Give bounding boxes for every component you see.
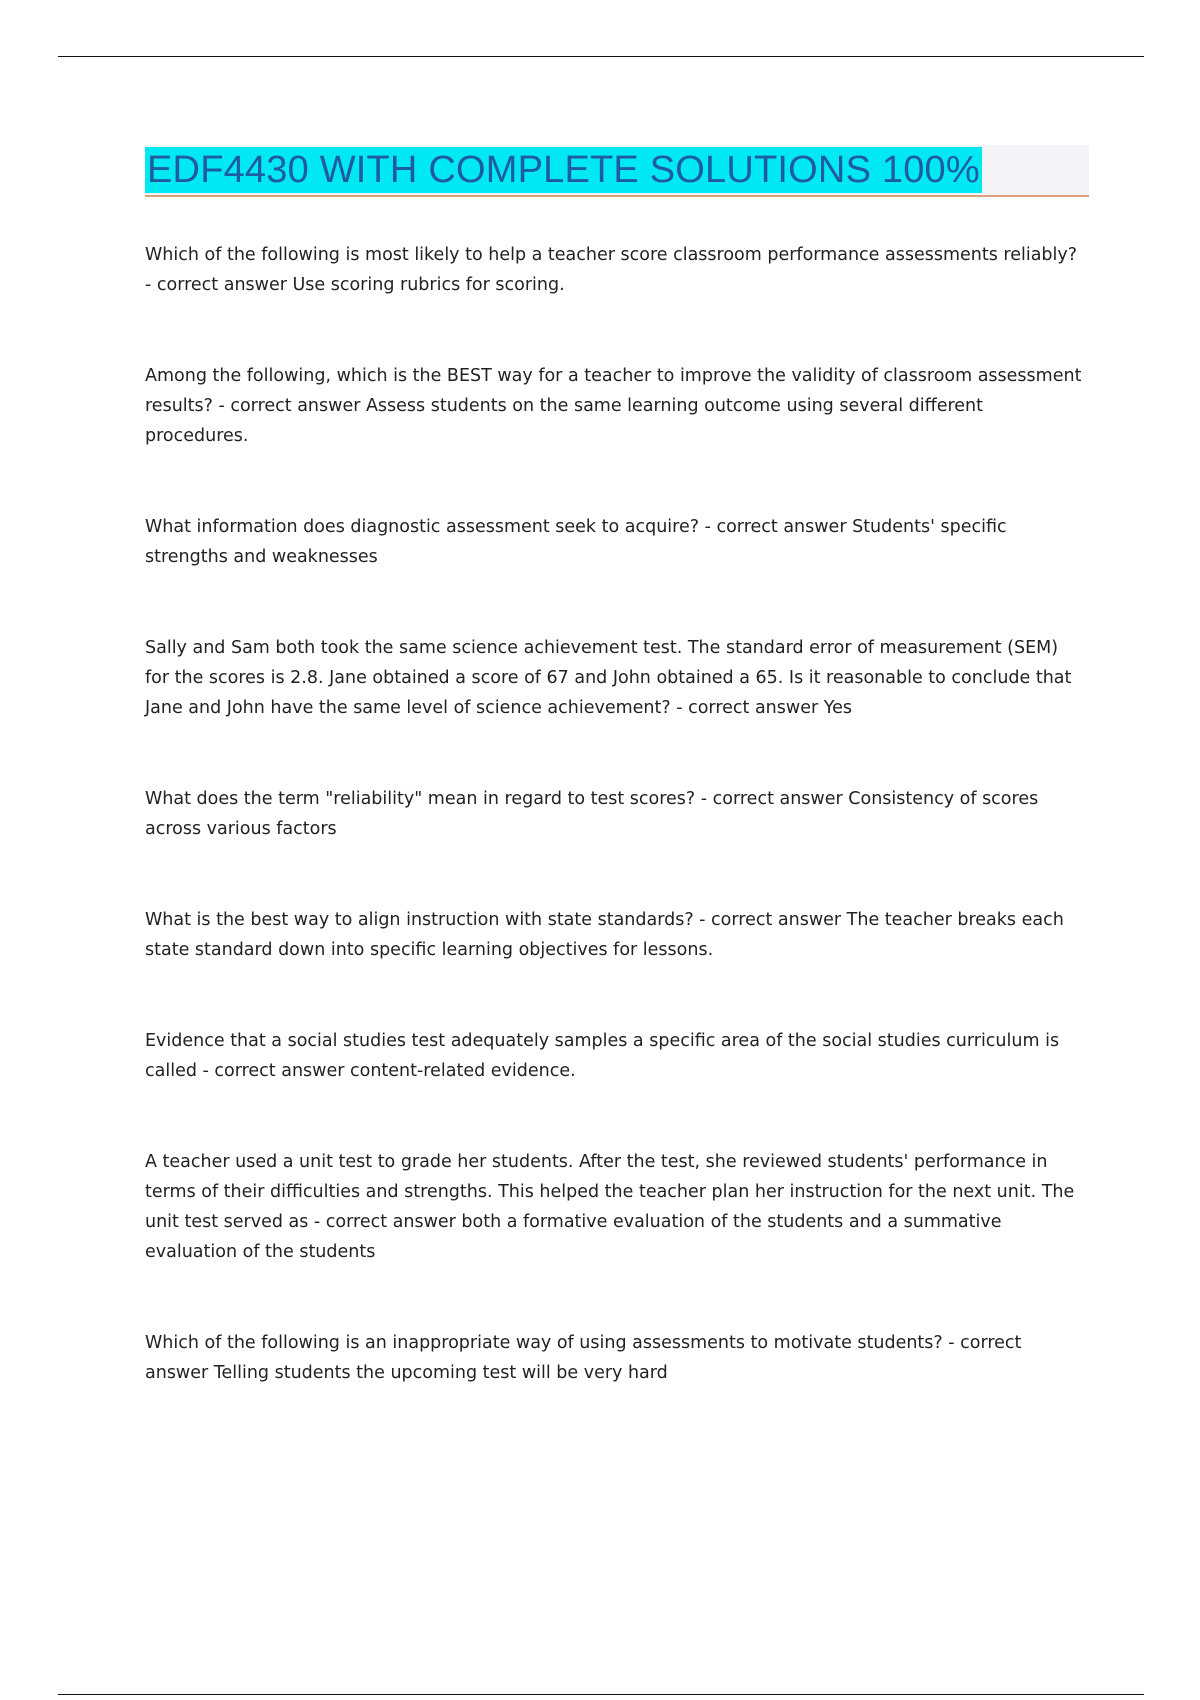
question-answer-4: Sally and Sam both took the same science achievement test. The standard error of measurement (SEM) for the scores is 2.8. Jane obtained a score of 67 and John obtained a 65. Is it reasonable to conclude that Jane and John have the same level of science achievement? - correct answer Yes <box>145 638 1072 718</box>
question-list <box>145 240 1085 1388</box>
footer-rule <box>58 1694 1144 1695</box>
question-answer-2: Among the following, which is the BEST way for a teacher to improve the validity of classroom assessment results? - correct answer Assess students on the same learning outcome using several different procedures. <box>145 366 1082 446</box>
question-answer-8: A teacher used a unit test to grade her students. After the test, she reviewed students' performance in terms of their difficulties and strengths. This helped the teacher plan her instruction for the next unit. The unit test served as - correct answer both a formative evaluation of the students and a summative evaluation of the students <box>145 1152 1075 1262</box>
document-title: EDF4430 WITH COMPLETE SOLUTIONS 100% <box>147 149 980 191</box>
question-answer-1: Which of the following is most likely to help a teacher score classroom performance assessments reliably? - correct answer Use scoring rubrics for scoring. <box>145 245 1078 295</box>
question-answer-7: Evidence that a social studies test adequately samples a specific area of the social studies curriculum is called - correct answer content-related evidence. <box>145 1031 1060 1081</box>
question-answer-3: What information does diagnostic assessment seek to acquire? - correct answer Students' specific strengths and weaknesses <box>145 517 1007 567</box>
question-answer-5: What does the term "reliability" mean in regard to test scores? - correct answer Consistency of scores across various factors <box>145 789 1039 839</box>
header-rule <box>58 56 1144 57</box>
question-answer-6: What is the best way to align instruction with state standards? - correct answer The teacher breaks each state standard down into specific learning objectives for lessons. <box>145 910 1064 960</box>
question-answer-9: Which of the following is an inappropriate way of using assessments to motivate students? - correct answer Telling students the upcoming test will be very hard <box>145 1333 1022 1383</box>
